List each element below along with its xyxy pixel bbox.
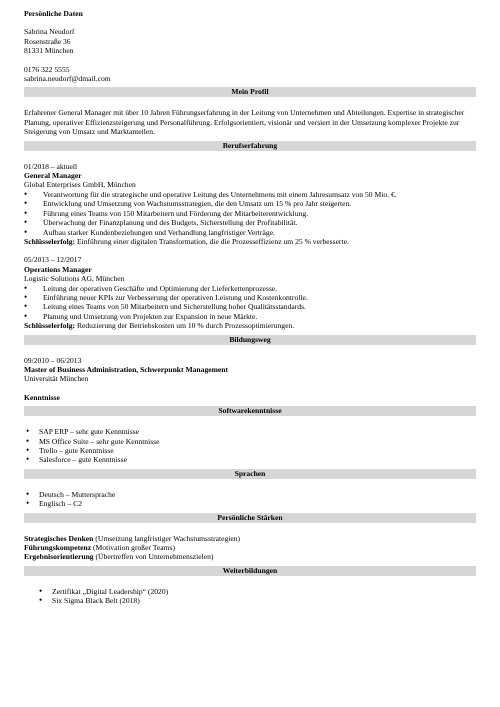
- job-title: General Manager: [24, 171, 82, 181]
- strength-label: Ergebnisorientierung: [24, 552, 94, 562]
- personal-street: Rosenstraße 36: [24, 36, 71, 46]
- personal-heading: Persönliche Daten: [24, 9, 83, 18]
- job-period: 05/2013 – 12/2017: [24, 255, 82, 265]
- section-bar-strengths: Persönliche Stärken: [24, 513, 476, 523]
- job-task-list: [24, 284, 476, 322]
- skills-heading: Kenntnisse: [24, 392, 60, 402]
- job-company: Global Enterprises GmbH, München: [24, 180, 136, 190]
- job-task: • Leitung der operativen Geschäfte und Optimierung der Lieferkettenprozesse.: [24, 284, 476, 293]
- section-bar-software: Softwarekenntnisse: [24, 406, 476, 416]
- software-list: [24, 427, 476, 465]
- key-success-label: Schlüsselerfolg:: [24, 236, 76, 246]
- strength-item: [24, 552, 476, 561]
- personal-name: Sabrina Neudorf: [24, 27, 75, 37]
- job-task: • Verantwortung für die strategische und operative Leitung des Unternehmens mit einem Jahresumsatz von 50 Mio. €.: [24, 190, 476, 199]
- section-bar-training: Weiterbildungen: [24, 566, 476, 576]
- education-school: Universität München: [24, 374, 89, 384]
- key-success-label: Schlüsselerfolg:: [24, 321, 76, 331]
- language-item: • Deutsch – Muttersprache: [24, 490, 476, 499]
- strength-item: [24, 543, 476, 552]
- section-bar-languages: Sprachen: [24, 469, 476, 479]
- strength-text: (Übertreffen von Unternehmenszielen): [93, 552, 214, 562]
- job-entry: [24, 162, 476, 247]
- personal-phone: 0176 322 5555: [24, 64, 70, 74]
- profile-text: Erfahrener General Manager mit über 10 Jahren Führungserfahrung in der Leitung von Unternehmen und Abteilungen. Expertise in strategischer Planung, operativer Effizienzsteigerung und Personalführung. Erfolgsorientiert, visionär und versiert in der Umsetzung komplexer Projekte zur Steigerung von Umsatz und Marktanteilen.: [24, 108, 465, 137]
- software-item: • Salesforce – gute Kenntnisse: [24, 455, 476, 464]
- job-task: • Führung eines Teams von 150 Mitarbeitern und Förderung der Mitarbeiterentwicklung.: [24, 209, 476, 218]
- strength-item: [24, 534, 476, 543]
- section-bar-experience: Berufserfahrung: [24, 141, 476, 151]
- job-company: Logistic Solutions AG, München: [24, 274, 125, 284]
- strength-text: (Umsetzung langfristiger Wachstumsstrategien): [93, 533, 241, 543]
- language-item: • Englisch – C2: [24, 499, 476, 508]
- job-entry: [24, 255, 476, 330]
- software-item: • SAP ERP – sehr gute Kenntnisse: [24, 427, 476, 436]
- education-period: 09/2010 – 06/2013: [24, 355, 82, 365]
- job-title: Operations Manager: [24, 264, 92, 274]
- job-task-list: [24, 190, 476, 237]
- job-task: • Planung und Umsetzung von Projekten zur Expansion in neue Märkte.: [24, 312, 476, 321]
- training-list: [24, 587, 476, 606]
- software-item: • MS Office Suite – sehr gute Kenntnisse: [24, 437, 476, 446]
- job-key-success: [24, 321, 476, 330]
- personal-city: 81331 München: [24, 46, 74, 56]
- job-period: 01/2018 – aktuell: [24, 161, 78, 171]
- training-item: • Zertifikat „Digital Leadership“ (2020): [24, 587, 476, 596]
- strength-label: Strategisches Denken: [24, 533, 94, 543]
- job-task: • Überwachung der Finanzplanung und des Budgets, Sicherstellung der Profitabilität.: [24, 218, 476, 227]
- job-task: • Einführung neuer KPIs zur Verbesserung der operativen Leistung und Kostenkontrolle.: [24, 293, 476, 302]
- section-bar-education: Bildungsweg: [24, 335, 476, 345]
- language-list: [24, 490, 476, 509]
- job-task: • Aufbau starker Kundenbeziehungen und Verhandlung langfristiger Verträge.: [24, 228, 476, 237]
- personal-email: sabrina.neudorf@dmail.com: [24, 74, 111, 84]
- education-degree: Master of Business Administration, Schwerpunkt Management: [24, 364, 229, 374]
- training-item: • Six Sigma Black Belt (2018): [24, 596, 476, 605]
- key-success-text: Reduzierung der Betriebskosten um 10 % durch Prozessoptimierungen.: [75, 321, 295, 331]
- software-item: • Trello – gute Kenntnisse: [24, 446, 476, 455]
- job-task: • Entwicklung und Umsetzung von Wachstumsstrategien, die den Umsatz um 15 % pro Jahr steigerten.: [24, 199, 476, 208]
- strength-label: Führungskompetenz: [24, 543, 92, 553]
- key-success-text: Einführung einer digitalen Transformation, die die Prozesseffizienz um 25 % verbesserte.: [75, 236, 349, 246]
- job-key-success: [24, 237, 476, 246]
- strength-text: (Motivation großer Teams): [91, 543, 175, 553]
- job-task: • Leitung eines Teams von 50 Mitarbeitern und Sicherstellung hoher Qualitätsstandards.: [24, 302, 476, 311]
- section-bar-profile: Mein Profil: [24, 87, 476, 97]
